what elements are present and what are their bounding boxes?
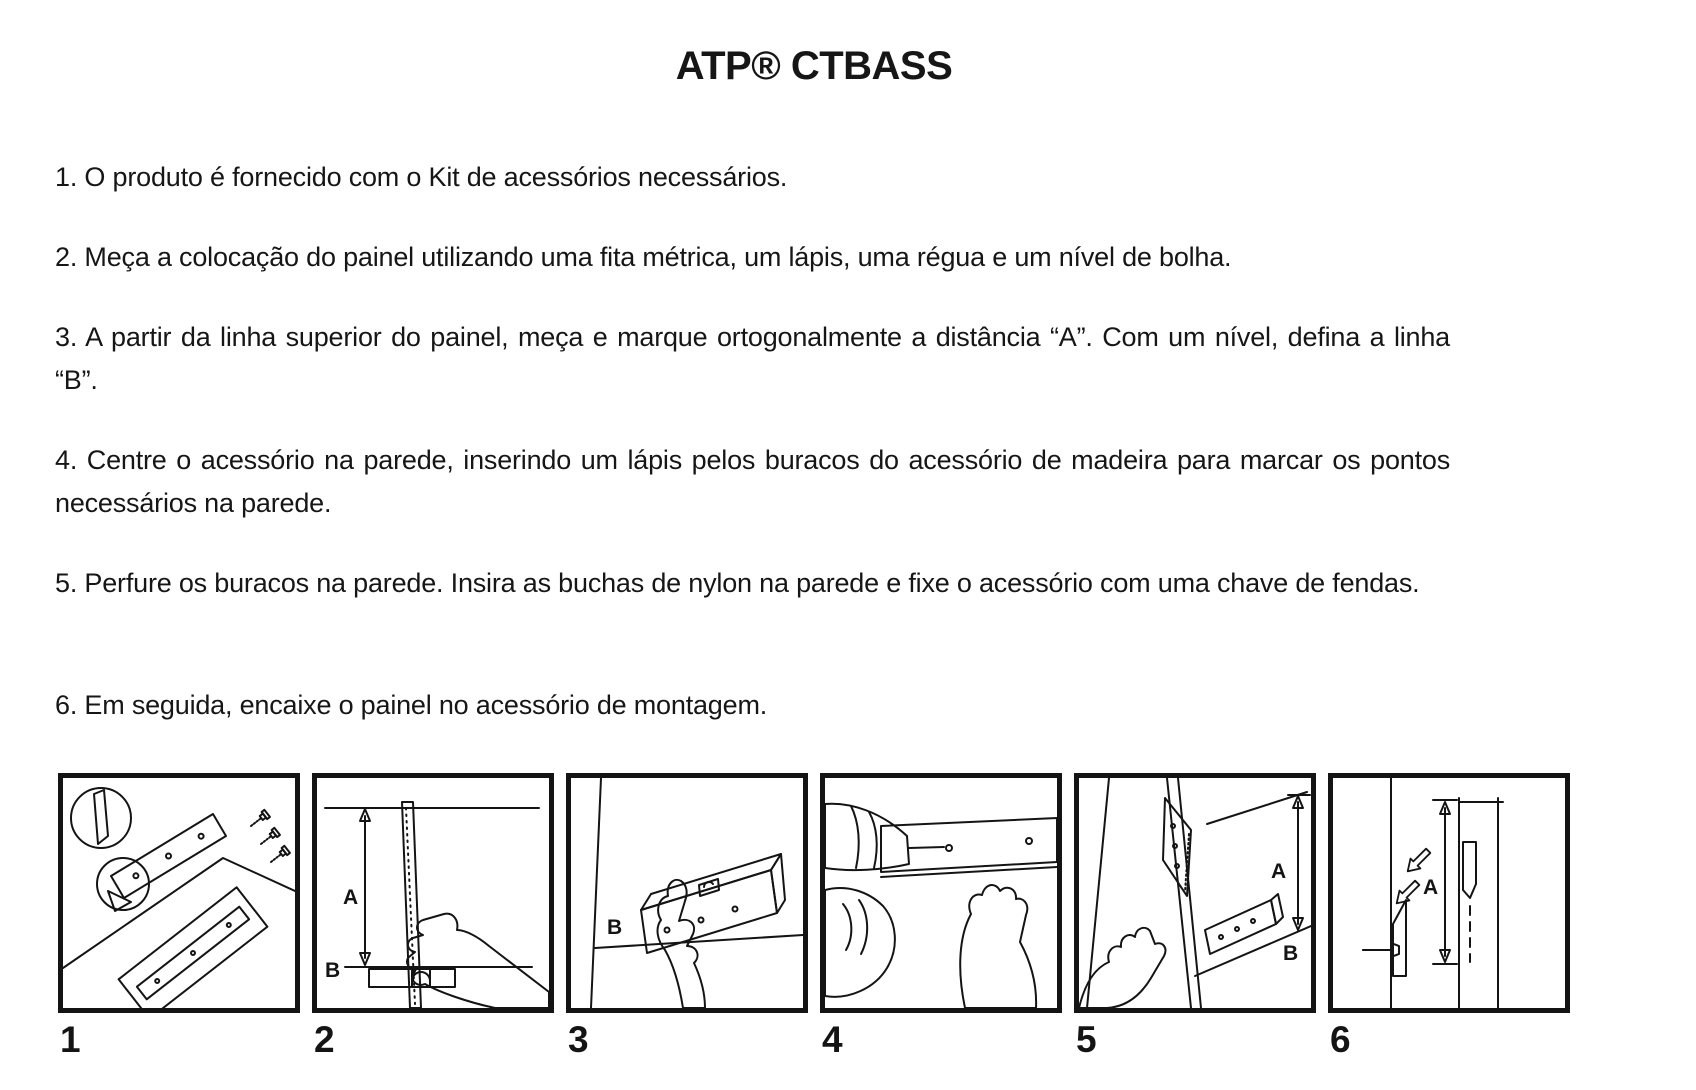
- figure-number-2: 2: [314, 1019, 335, 1060]
- instruction-step-3: 3. A partir da linha superior do painel, meça e marque ortogonalmente a distância “A”. Com um nível, defina a linha “B”.: [55, 322, 1450, 395]
- figure-5-panel-and-bracket-illustration: [1079, 778, 1311, 1008]
- label-b: B: [325, 959, 341, 982]
- instruction-step-5: 5. Perfure os buracos na parede. Insira as buchas de nylon na parede e fixe o acessório com uma chave de fendas.: [55, 568, 1420, 598]
- screw-icon: [258, 828, 280, 848]
- figure-panel-5: [1074, 773, 1316, 1060]
- cleat-profile-detail-icon: [71, 788, 131, 848]
- figure-panel-6: [1328, 773, 1570, 1060]
- figure-3-align-illustration: [571, 778, 803, 1008]
- wall-corner-line: [591, 778, 601, 1008]
- hand-icon: [960, 885, 1036, 1008]
- panel-cleat-icon: [1163, 798, 1191, 896]
- figure-panel-1: [58, 773, 300, 1060]
- figure-number-5: 5: [1076, 1019, 1097, 1060]
- hand-icon: [825, 888, 895, 997]
- distance-a-arrow: [1288, 795, 1310, 930]
- hand-icon: [407, 914, 549, 1008]
- instruction-step-1: 1. O produto é fornecido com o Kit de acessórios necessários.: [55, 162, 788, 192]
- drill-bit: [909, 847, 944, 848]
- drill-icon: [825, 804, 909, 870]
- slide-arrow-icon: [1403, 846, 1433, 876]
- instruction-step-6: 6. Em seguida, encaixe o painel no acessório de montagem.: [55, 690, 768, 720]
- instruction-step-2: 2. Meça a colocação do painel utilizando uma fita métrica, um lápis, uma régua e um nível de bolha.: [55, 242, 1232, 272]
- label-b: B: [1283, 942, 1299, 965]
- figure-panel-3: [566, 773, 808, 1060]
- figure-2-measuring-illustration: [317, 778, 549, 1008]
- instruction-step-4: 4. Centre o acessório na parede, inserindo um lápis pelos buracos do acessório de madeira para marcar os pontos necessários na parede.: [55, 445, 1450, 518]
- page-title: ATP® CTBASS: [675, 44, 953, 88]
- label-a: A: [1271, 860, 1287, 883]
- figure-strip: [58, 773, 1570, 1060]
- wall-cleat-icon: [1393, 900, 1406, 976]
- figure-number-4: 4: [822, 1019, 843, 1060]
- figure-6-section-illustration: [1333, 778, 1565, 1008]
- wall-section: [1333, 778, 1391, 1008]
- figure-number-6: 6: [1330, 1019, 1351, 1060]
- figure-number-3: 3: [568, 1019, 589, 1060]
- screw-icon: [248, 810, 270, 830]
- recessed-channel-panel-icon: [119, 887, 268, 1008]
- hand-icon: [1079, 928, 1165, 1008]
- figure-panel-4: [820, 773, 1062, 1060]
- panel-cleat-icon: [1463, 842, 1476, 898]
- distance-a-arrow: [360, 809, 370, 965]
- batten-end-detail-circle: [97, 858, 149, 910]
- figure-1-kit-illustration: [63, 778, 295, 1008]
- label-b: B: [607, 916, 623, 939]
- figure-4-marking-illustration: [825, 778, 1057, 1008]
- screw-icon: [268, 846, 290, 866]
- label-a: A: [343, 886, 359, 909]
- wall-bracket-icon: [1205, 894, 1283, 954]
- figure-number-1: 1: [60, 1019, 81, 1060]
- label-a: A: [1423, 876, 1439, 899]
- figure-panel-2: [312, 773, 554, 1060]
- panel-section-icon: [1459, 798, 1503, 1008]
